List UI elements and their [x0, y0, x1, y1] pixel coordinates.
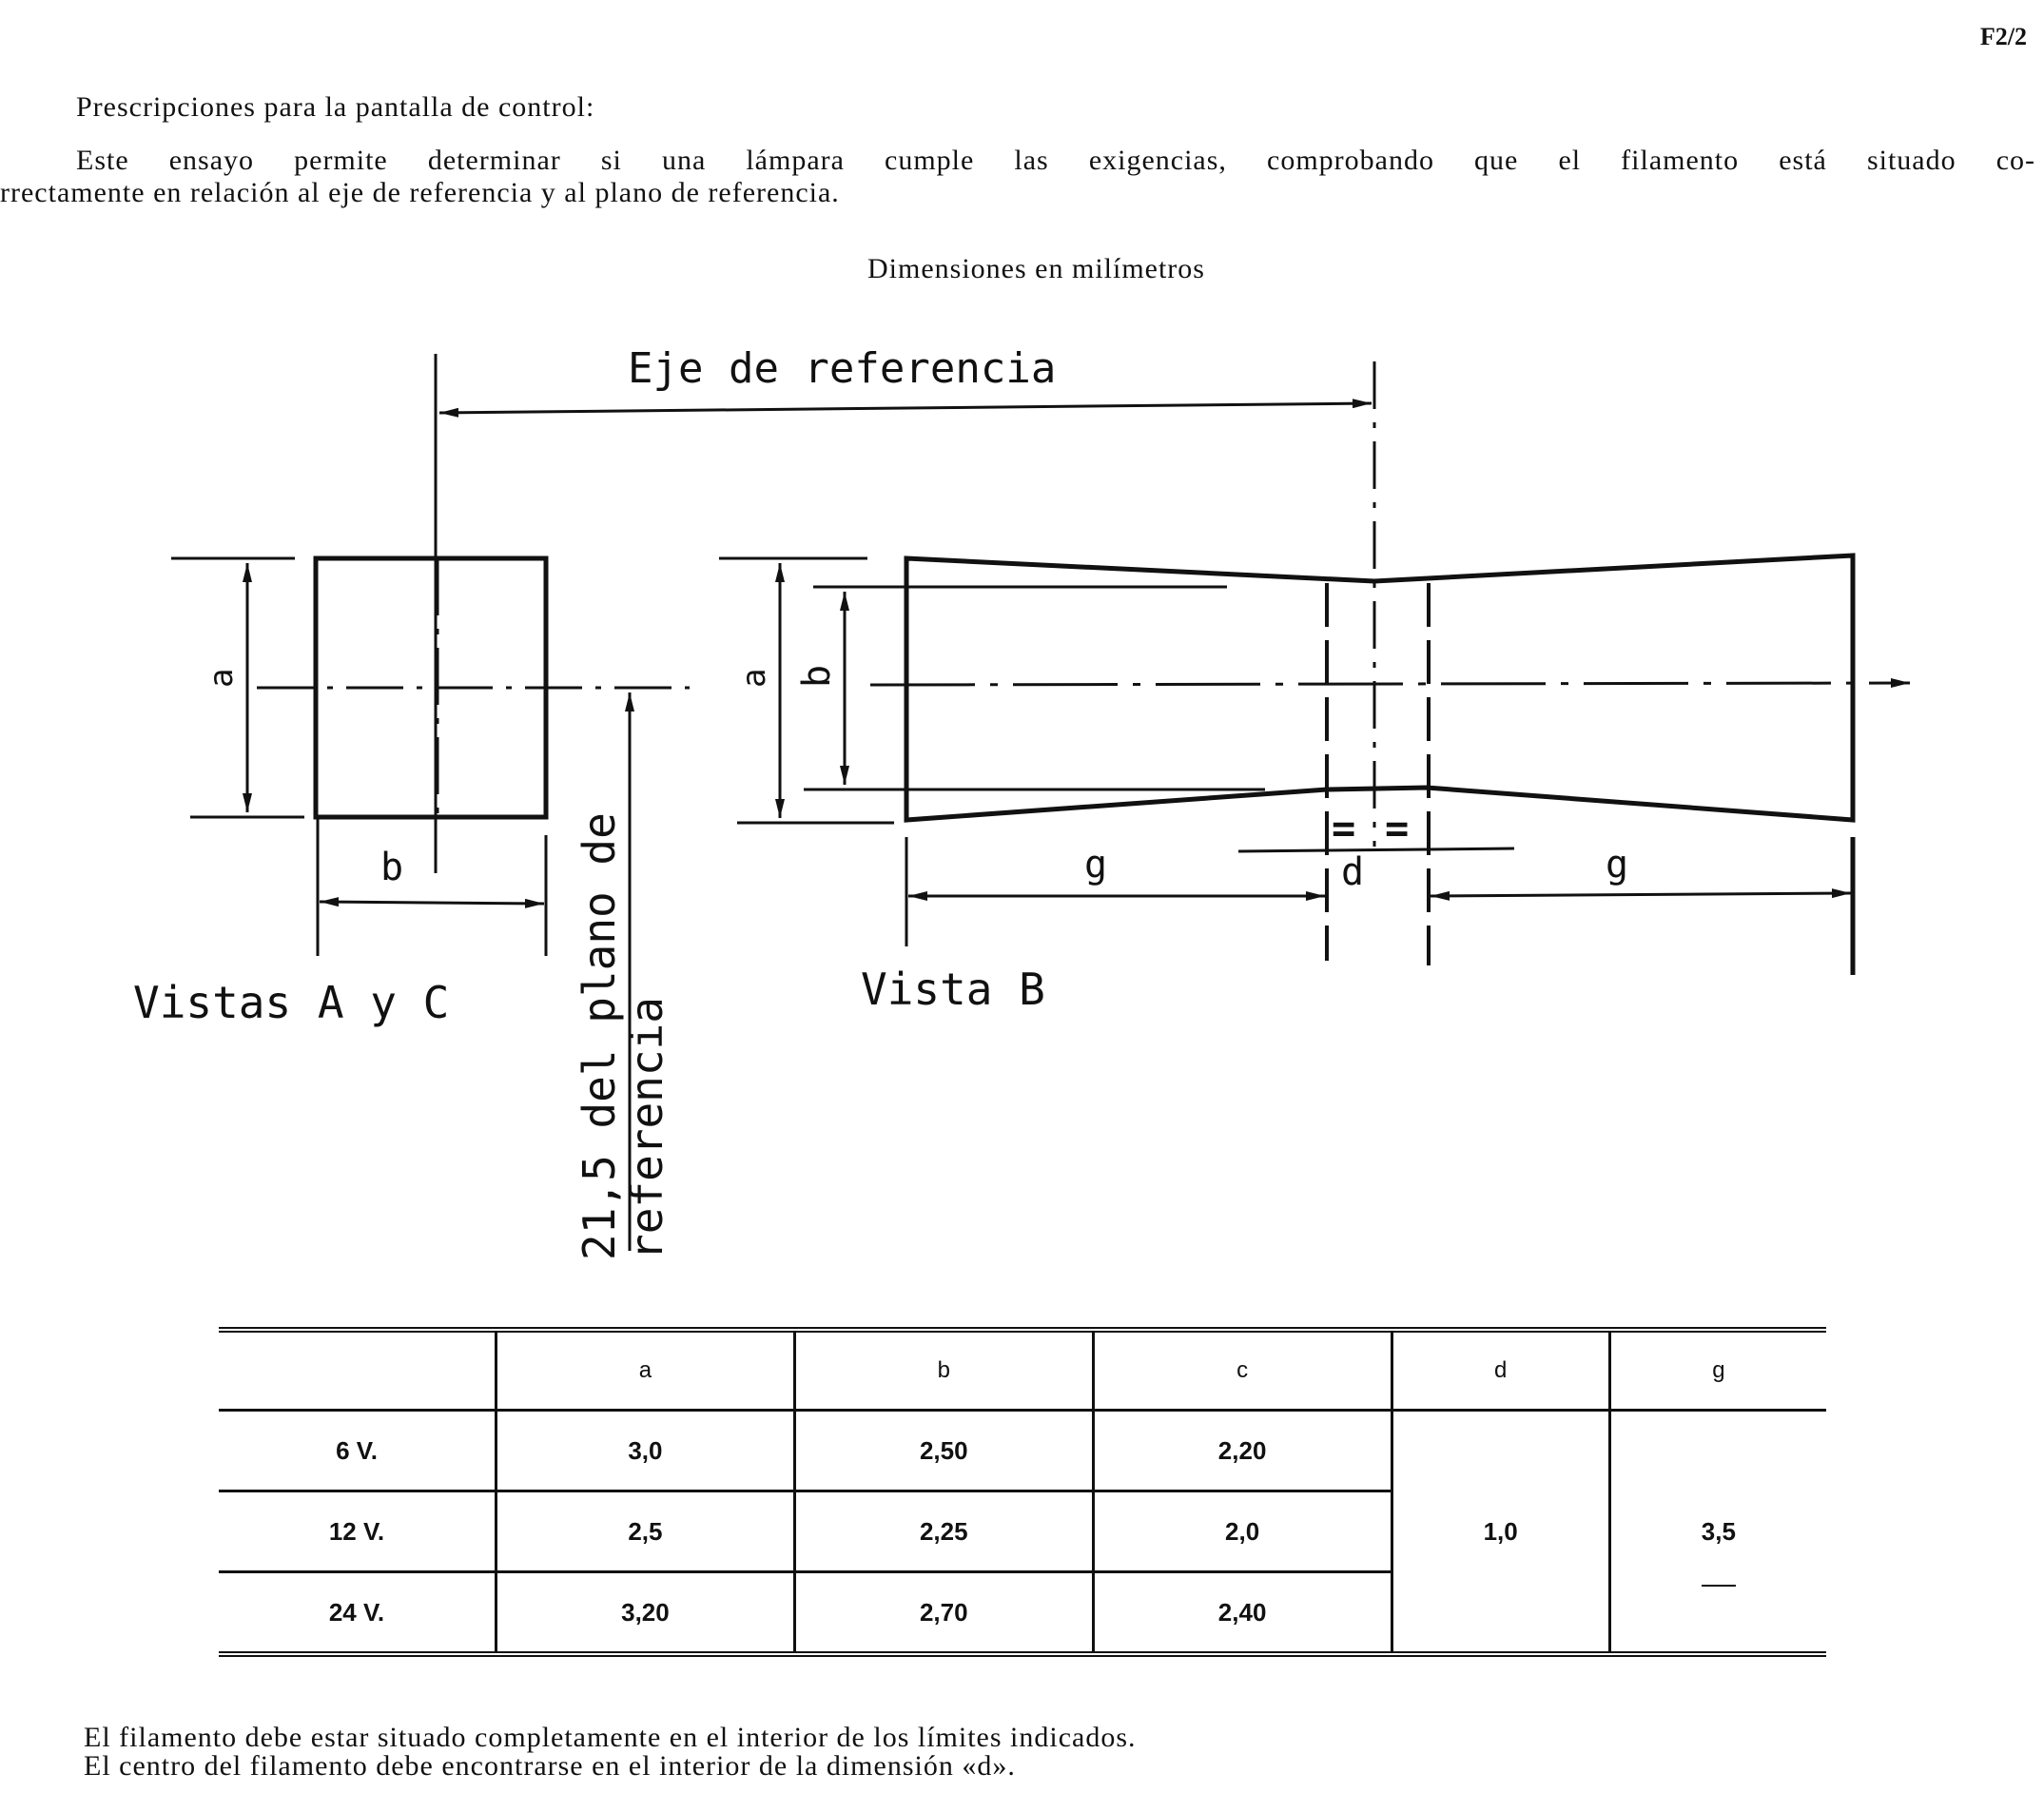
dim-g-label-right: g [1606, 843, 1629, 887]
dim-g-label-left: g [1084, 843, 1108, 887]
page-number: F2/2 [1979, 23, 2027, 50]
cell-b: 2,50 [793, 1412, 1092, 1492]
units-note: Dimensiones en milímetros [867, 253, 1205, 284]
header-a: a [495, 1333, 793, 1412]
view-ac-label: Vistas A y C [133, 977, 450, 1028]
cell-c: 2,40 [1092, 1573, 1391, 1651]
intro-paragraph [0, 145, 2035, 209]
dim-b-label-left: b [380, 846, 404, 889]
cell-c: 2,0 [1092, 1492, 1391, 1573]
axis-dimension-arrow [439, 403, 1372, 413]
footer-notes [84, 1724, 1137, 1781]
cell-d-merged [1391, 1412, 1608, 1651]
filament-diagram [0, 314, 2044, 1275]
footer-line-1: El filamento debe estar situado completamente en el interior de los límites indicados. [84, 1722, 1137, 1753]
dim-b-label-b: b [795, 664, 839, 688]
d-value: 1,0 [1483, 1516, 1518, 1546]
view-b-label: Vista B [861, 964, 1045, 1015]
header-voltage [219, 1333, 495, 1412]
table-header-row [219, 1333, 1826, 1412]
cell-voltage: 12 V. [219, 1492, 495, 1573]
table-row [219, 1412, 1826, 1492]
cell-voltage: 6 V. [219, 1412, 495, 1492]
cell-a: 2,5 [495, 1492, 793, 1573]
plane-distance-label-2: referencia [621, 997, 672, 1260]
cell-b: 2,25 [793, 1492, 1092, 1573]
cell-a: 3,0 [495, 1412, 793, 1492]
cell-voltage: 24 V. [328, 1597, 385, 1627]
cell-c: 2,20 [1092, 1412, 1391, 1492]
header-g: g [1608, 1333, 1826, 1412]
dim-d-line [1238, 848, 1514, 851]
intro-line-2: rrectamente en relación al eje de referencia y al plano de referencia. [0, 177, 840, 208]
dim-a-label-b: a [735, 668, 773, 688]
plane-distance-label-1: 21,5 del plano de [574, 812, 625, 1260]
equal-mark-right: = [1385, 805, 1410, 851]
cell-g-merged [1608, 1412, 1826, 1651]
section-heading: Prescripciones para la pantalla de control: [76, 91, 595, 123]
view-b-centerline-h [870, 683, 1910, 685]
view-b-filament-outline [906, 555, 1853, 820]
dim-g-arrow-right [1431, 893, 1851, 896]
dim-a-label-left: a [203, 668, 241, 688]
cell-b: 2,70 [793, 1573, 1092, 1651]
intro-line-1: Este ensayo permite determinar si una lámpara cumple las exigencias, comprobando que el filamento está situado co- [76, 145, 2035, 176]
dimensions-table [219, 1327, 1826, 1657]
equal-mark-left: = [1332, 805, 1356, 851]
dim-b-arrow-left [320, 902, 544, 904]
axis-label: Eje de referencia [628, 344, 1057, 393]
dim-d-label: d [1341, 850, 1365, 894]
header-c: c [1092, 1333, 1391, 1412]
g-value: 3,5 [1701, 1516, 1736, 1546]
cell-a: 3,20 [495, 1573, 793, 1651]
header-b: b [793, 1333, 1092, 1412]
header-d: d [1391, 1333, 1608, 1412]
footer-line-2: El centro del filamento debe encontrarse en el interior de la dimensión «d». [84, 1750, 1016, 1782]
